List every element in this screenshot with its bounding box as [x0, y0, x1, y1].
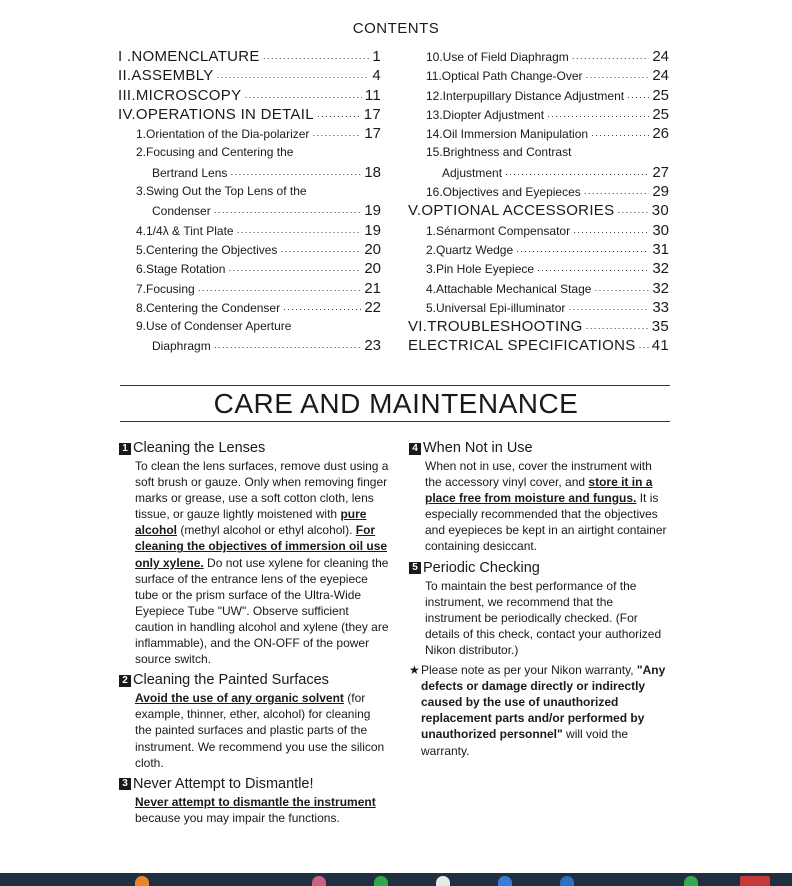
- section-body: [409, 578, 671, 658]
- care-section: [119, 671, 389, 770]
- toc-page-number: 24: [652, 48, 669, 65]
- toc-entry-title: 14.Oil Immersion Manipulation: [426, 127, 589, 142]
- toc-entry-title: V.OPTIONAL ACCESSORIES: [408, 202, 615, 220]
- toc-page-number: 20: [364, 260, 381, 278]
- app-icon-pink[interactable]: [312, 876, 326, 886]
- emphasized-text: For cleaning the objectives of immersion oil use only xylene.: [135, 523, 388, 570]
- toc-entry-title: 5.Universal Epi-illuminator: [426, 300, 566, 315]
- bold-text: "Any defects or damage directly or indirectly caused by the use of unauthorized replacement parts and/or performed by unauthorized personnel": [421, 663, 666, 742]
- star-icon: ★: [409, 663, 420, 678]
- app-icon-blue[interactable]: [498, 876, 512, 886]
- body-text: To clean the lens surfaces, remove dust using a soft brush or gauze. Only when removing finger marks or grease, use a soft cotton cloth, lens tissue, or gauze lightly moistened with: [135, 459, 389, 522]
- warranty-note: [409, 662, 671, 759]
- toc-entry: [118, 124, 381, 143]
- emphasized-text: Avoid the use of any organic solvent: [135, 691, 344, 706]
- care-section: [409, 559, 671, 658]
- toc-page-number: 21: [364, 279, 381, 297]
- toc-entry-title: 2.Quartz Wedge: [426, 242, 514, 257]
- toc-page-number: 22: [364, 298, 381, 316]
- toc-leader-dots: [198, 281, 362, 300]
- toc-entry: [118, 336, 381, 355]
- toc-entry: [118, 182, 381, 201]
- app-icon-blue-2[interactable]: [560, 876, 574, 886]
- toc-entry: [118, 86, 381, 105]
- toc-page-number: 24: [652, 67, 669, 85]
- care-section: [119, 439, 389, 667]
- toc-left-column: [118, 47, 381, 356]
- toc-page-number: 25: [652, 86, 669, 104]
- toc-leader-dots: [591, 126, 649, 145]
- toc-entry-title: 11.Optical Path Change-Over: [426, 69, 583, 84]
- app-icon-orange[interactable]: [135, 876, 149, 886]
- toc-entry: [118, 47, 381, 66]
- toc-page-number: 32: [652, 279, 669, 297]
- toc-entry-title: 1.Sénarmont Compensator: [426, 223, 571, 238]
- toc-leader-dots: [572, 49, 650, 68]
- section-number-badge: 3: [119, 778, 131, 790]
- toc-leader-dots: [586, 68, 650, 87]
- toc-page-number: 19: [364, 221, 381, 239]
- toc-entry-title: 3.Swing Out the Top Lens of the: [136, 184, 307, 199]
- toc-entry: [118, 240, 381, 259]
- toc-entry: [408, 259, 669, 278]
- toc-entry-title: VI.TROUBLESHOOTING: [408, 318, 583, 336]
- body-text: Please note as per your Nikon warranty,: [421, 663, 637, 678]
- section-number-badge: 5: [409, 562, 421, 574]
- toc-entry: [408, 105, 669, 124]
- toc-entry: [408, 66, 669, 85]
- toc-page-number: 27: [652, 163, 669, 181]
- section-paragraph: [425, 578, 671, 658]
- toc-entry-title: Adjustment: [442, 165, 503, 180]
- section-body: [119, 794, 389, 826]
- toc-entry: [408, 240, 669, 259]
- bottom-rule: [120, 421, 670, 422]
- app-icon-green-2[interactable]: [684, 876, 698, 886]
- toc-page-number: 29: [652, 183, 669, 201]
- emphasized-text: Never attempt to dismantle the instrument: [135, 794, 376, 809]
- toc-entry-title: III.MICROSCOPY: [118, 86, 242, 104]
- toc-page-number: 4: [372, 67, 381, 85]
- toc-leader-dots: [214, 338, 362, 357]
- toc-leader-dots: [505, 165, 649, 184]
- top-rule: [120, 385, 670, 386]
- toc-entry: [408, 47, 669, 66]
- section-paragraph: [425, 458, 671, 555]
- toc-entry: [118, 66, 381, 85]
- toc-entry: [118, 221, 381, 240]
- toc-page-number: 18: [364, 163, 381, 181]
- toc-leader-dots: [317, 107, 361, 126]
- toc-entry-title: II.ASSEMBLY: [118, 67, 214, 85]
- toc-page-number: 20: [364, 240, 381, 258]
- toc-entry-title: ELECTRICAL SPECIFICATIONS: [408, 337, 636, 355]
- section-body: [119, 458, 389, 667]
- section-heading: [409, 559, 671, 578]
- toc-leader-dots: [617, 203, 648, 222]
- body-text: (for example, thinner, ether, alcohol) for cleaning the painted surfaces and plastic parts of the instrument. We recommend you use the silicon cloth.: [135, 691, 385, 770]
- body-text: will void the warranty.: [421, 727, 629, 758]
- toc-entry-title: I .NOMENCLATURE: [118, 48, 260, 65]
- app-icon-white[interactable]: [436, 876, 450, 886]
- toc-leader-dots: [547, 107, 649, 126]
- toc-entry: [408, 143, 669, 162]
- section-number-badge: 4: [409, 443, 421, 455]
- section-heading-text: Cleaning the Lenses: [133, 440, 266, 456]
- section-heading-text: Periodic Checking: [423, 559, 540, 576]
- emphasized-text: pure alcohol: [135, 507, 367, 538]
- toc-entry-title: 2.Focusing and Centering the: [136, 145, 294, 160]
- toc-page-number: 25: [652, 105, 669, 123]
- toc-entry-title: Bertrand Lens: [152, 165, 228, 180]
- toc-page-number: 1: [372, 48, 381, 65]
- toc-entry-title: 7.Focusing: [136, 281, 195, 296]
- contents-title: CONTENTS: [352, 20, 440, 37]
- toc-entry-title: 15.Brightness and Contrast: [426, 145, 572, 160]
- toc-entry-title: IV.OPERATIONS IN DETAIL: [118, 105, 314, 123]
- toc-entry: [118, 279, 381, 298]
- toc-page-number: 30: [652, 221, 669, 239]
- body-text: When not in use, cover the instrument with the accessory vinyl cover, and: [425, 459, 652, 490]
- toc-page-number: 26: [652, 125, 669, 143]
- section-heading: [119, 439, 389, 458]
- care-section: [119, 775, 389, 826]
- body-text: It is especially recommended that the objectives and eyepieces be kept in an airtight container containing desiccant.: [425, 491, 667, 554]
- toc-entry-title: 8.Centering the Condenser: [136, 300, 281, 315]
- toc-leader-dots: [283, 300, 361, 319]
- toc-entry: [118, 105, 381, 124]
- toc-page-number: 33: [652, 298, 669, 316]
- toc-entry: [118, 143, 381, 162]
- section-heading: [119, 671, 389, 690]
- toc-leader-dots: [312, 126, 361, 145]
- toc-entry-title: 4.Attachable Mechanical Stage: [426, 281, 592, 296]
- toc-leader-dots: [214, 203, 362, 222]
- section-paragraph: [135, 690, 389, 770]
- toc-page-number: 23: [364, 337, 381, 355]
- care-right-column: [409, 437, 671, 759]
- toc-entry-title: Diaphragm: [152, 339, 211, 354]
- body-text: To maintain the best performance of the instrument, we recommend that the instrument be periodically checked. (For details of this check, contact your authorized Nikon distributor.): [425, 578, 662, 657]
- toc-leader-dots: [573, 223, 649, 242]
- toc-leader-dots: [228, 261, 361, 280]
- toc-page-number: 30: [651, 202, 669, 220]
- toc-entry-title: 13.Diopter Adjustment: [426, 107, 545, 122]
- toc-entry-title: 9.Use of Condenser Aperture: [136, 319, 292, 334]
- toc-entry: [118, 163, 381, 182]
- toc-page-number: 19: [364, 202, 381, 220]
- toc-leader-dots: [627, 88, 649, 107]
- toc-right-column: [408, 47, 669, 356]
- toc-page-number: 35: [651, 318, 669, 336]
- toc-entry: [408, 336, 669, 355]
- toc-entry-title: Condenser: [152, 204, 211, 219]
- toc-entry: [408, 124, 669, 143]
- section-number-badge: 2: [119, 675, 131, 687]
- toc-page-number: 11: [364, 86, 381, 104]
- toc-leader-dots: [639, 338, 649, 357]
- toc-entry-title: 10.Use of Field Diaphragm: [426, 50, 569, 64]
- section-body: [409, 458, 671, 555]
- toc-entry-title: 1.Orientation of the Dia-polarizer: [136, 127, 310, 142]
- toc-entry: [118, 259, 381, 278]
- toc-entry: [408, 86, 669, 105]
- care-title: CARE AND MAINTENANCE: [213, 388, 579, 419]
- toc-entry-title: 5.Centering the Objectives: [136, 242, 278, 257]
- toc-page-number: 17: [363, 105, 381, 123]
- toc-entry: [408, 201, 669, 220]
- toc-entry-title: 4.1/4λ & Tint Plate: [136, 223, 234, 238]
- app-icon-green[interactable]: [374, 876, 388, 886]
- toc-leader-dots: [280, 242, 361, 261]
- toc-entry: [408, 182, 669, 201]
- section-body: [119, 690, 389, 770]
- toc-leader-dots: [263, 49, 370, 68]
- toc-entry-title: 3.Pin Hole Eyepiece: [426, 262, 535, 277]
- toc-entry: [408, 298, 669, 317]
- toc-page-number: 32: [652, 260, 669, 278]
- body-text: because you may impair the functions.: [135, 810, 340, 825]
- toc-entry: [408, 221, 669, 240]
- toc-page-number: 41: [651, 337, 669, 355]
- taskbar: [0, 873, 792, 886]
- toc-entry-title: 6.Stage Rotation: [136, 262, 226, 277]
- toc-entry: [118, 298, 381, 317]
- toc-leader-dots: [594, 281, 649, 300]
- section-paragraph: [135, 794, 389, 826]
- body-text: (methyl alcohol or ethyl alcohol).: [177, 523, 356, 538]
- warranty-note-text: [421, 662, 671, 759]
- toc-entry: [118, 201, 381, 220]
- toc-entry: [408, 279, 669, 298]
- toc-entry-title: 16.Objectives and Eyepieces: [426, 185, 581, 200]
- section-heading: [119, 775, 389, 794]
- toc-page-number: 31: [652, 240, 669, 258]
- toc-entry-title: 12.Interpupillary Distance Adjustment: [426, 88, 625, 103]
- emphasized-text: store it in a place free from moisture and fungus.: [425, 475, 653, 506]
- toc-leader-dots: [537, 261, 649, 280]
- section-heading-text: Cleaning the Painted Surfaces: [133, 672, 329, 689]
- care-section: [409, 439, 671, 555]
- section-paragraph: [135, 458, 389, 667]
- toc-entry: [408, 163, 669, 182]
- section-heading-text: When Not in Use: [423, 440, 533, 456]
- toc-leader-dots: [237, 223, 362, 242]
- toc-page-number: 17: [364, 125, 381, 143]
- toc-leader-dots: [516, 242, 649, 261]
- toc-entry: [118, 317, 381, 336]
- section-heading-text: Never Attempt to Dismantle!: [133, 775, 314, 792]
- toc-entry: [408, 317, 669, 336]
- section-heading: [409, 439, 671, 458]
- care-left-column: [119, 437, 389, 830]
- section-number-badge: 1: [119, 443, 131, 455]
- body-text: Do not use xylene for cleaning the surface of the entrance lens of the eyepiece tube or the prism surface of the Ultra-Wide Eyepiece Tube "UW". Observe sufficient caution in handling alcohol and xylene (they are inflammable), and the ON-OFF of the power source switch.: [135, 555, 389, 667]
- app-icon-red[interactable]: [740, 876, 770, 886]
